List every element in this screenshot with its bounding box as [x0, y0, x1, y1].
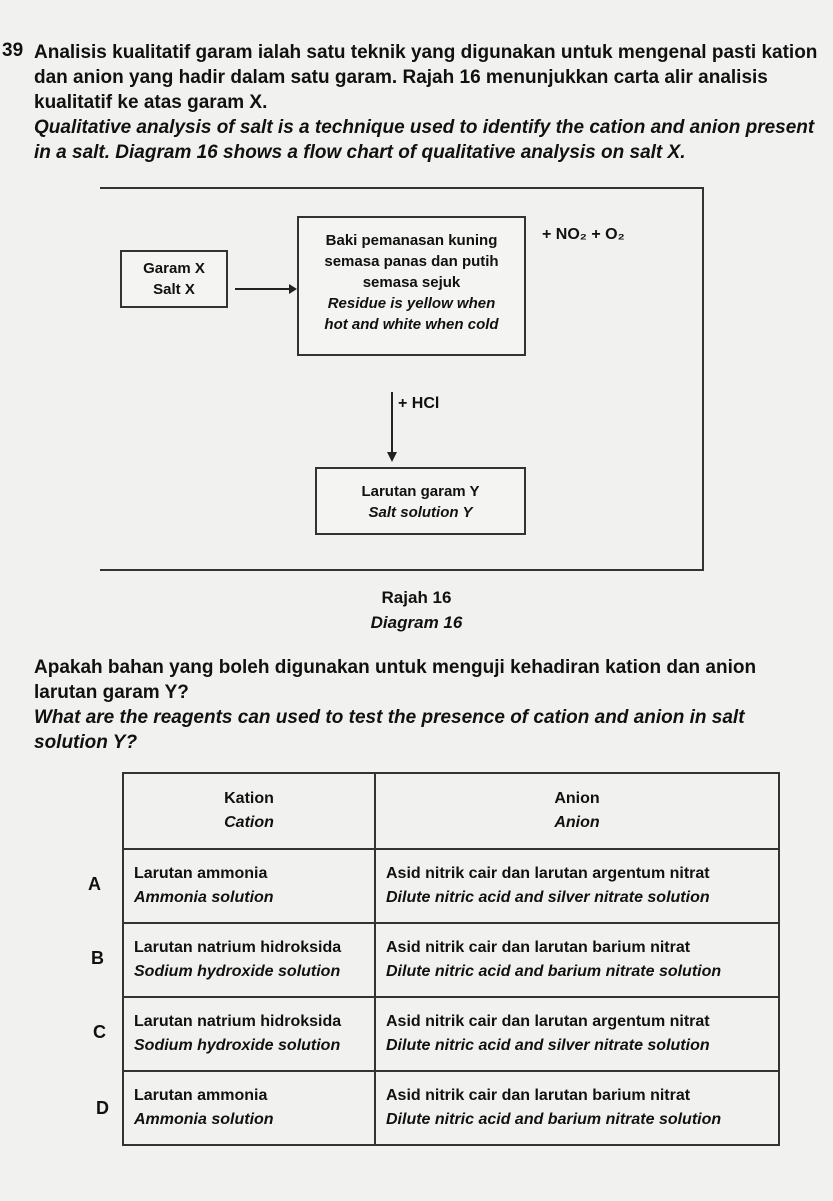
option-row-b[interactable] [123, 923, 779, 997]
option-d-anion-bm: Asid nitrik cair dan larutan barium nitrat [386, 1087, 691, 1104]
option-c-cation-bm: Larutan natrium hidroksida [134, 1013, 342, 1030]
option-letter-a[interactable]: A [88, 874, 101, 894]
option-b-anion-en: Dilute nitric acid and barium nitrate solution [386, 963, 722, 980]
option-a-anion-bm: Asid nitrik cair dan larutan argentum nitrat [386, 865, 710, 882]
option-a-anion [375, 849, 779, 923]
option-row-c[interactable] [123, 997, 779, 1071]
diagram-caption-bm: Rajah 16 [381, 588, 452, 607]
stem-en-1: Qualitative analysis of salt is a technique used to identify the cation and anion present [34, 117, 815, 138]
option-row-a[interactable] [123, 849, 779, 923]
option-d-anion-en: Dilute nitric acid and barium nitrate solution [386, 1111, 722, 1128]
option-d-anion [375, 1071, 779, 1145]
prompt-bm-1: Apakah bahan yang boleh digunakan untuk menguji kehadiran kation dan anion [34, 657, 757, 678]
hcl-arrow [385, 392, 399, 464]
option-letter-c[interactable]: C [93, 1022, 106, 1042]
option-b-cation [123, 923, 375, 997]
option-c-anion-en: Dilute nitric acid and silver nitrate solution [386, 1037, 710, 1054]
heat-arrow [235, 282, 297, 296]
stem-bm-1: Analisis kualitatif garam ialah satu teknik yang digunakan untuk mengenal pasti kation [34, 42, 818, 63]
table-header-row [123, 773, 779, 849]
option-a-anion-en: Dilute nitric acid and silver nitrate solution [386, 889, 710, 906]
option-d-cation-en: Ammonia solution [134, 1111, 274, 1128]
option-d-cation-bm: Larutan ammonia [134, 1087, 268, 1104]
cation-header-bm: Kation [224, 790, 274, 807]
option-c-cation [123, 997, 375, 1071]
option-b-cation-bm: Larutan natrium hidroksida [134, 939, 342, 956]
option-a-cation-bm: Larutan ammonia [134, 865, 268, 882]
cation-header-en: Cation [224, 814, 274, 831]
prompt-en-1: What are the reagents can used to test the presence of cation and anion in salt [34, 707, 745, 728]
solution-y-label-bm: Larutan garam Y [361, 483, 480, 500]
hcl-reagent-label: + HCl [398, 395, 440, 412]
residue-bm-2: semasa panas dan putih [324, 253, 499, 270]
stem-bm-3: kualitatif ke atas garam X. [34, 92, 268, 113]
option-b-anion-bm: Asid nitrik cair dan larutan barium nitrat [386, 939, 691, 956]
option-d-cation [123, 1071, 375, 1145]
residue-bm-3: semasa sejuk [362, 274, 461, 291]
salt-x-box [120, 250, 228, 308]
anion-header-bm: Anion [554, 790, 600, 807]
salt-x-label-en: Salt X [153, 281, 195, 298]
gases-evolved: + NO₂ + O₂ [542, 226, 625, 243]
option-letter-b[interactable]: B [91, 948, 104, 968]
question-number: 39 [2, 40, 24, 61]
option-c-anion [375, 997, 779, 1071]
residue-box [297, 216, 526, 356]
option-a-cation [123, 849, 375, 923]
prompt-bm-2: larutan garam Y? [34, 682, 189, 703]
option-c-cation-en: Sodium hydroxide solution [134, 1037, 341, 1054]
salt-x-label-bm: Garam X [143, 260, 205, 277]
option-row-d[interactable] [123, 1071, 779, 1145]
stem-bm-2: dan anion yang hadir dalam satu garam. Rajah 16 menunjukkan carta alir analisis [34, 67, 768, 88]
option-b-cation-en: Sodium hydroxide solution [134, 963, 341, 980]
solution-y-label-en: Salt solution Y [368, 504, 473, 521]
option-letter-d[interactable]: D [96, 1098, 109, 1118]
cation-column-header [123, 773, 375, 849]
residue-en-1: Residue is yellow when [327, 295, 496, 312]
option-c-anion-bm: Asid nitrik cair dan larutan argentum nitrat [386, 1013, 710, 1030]
salt-solution-y-box [315, 467, 526, 535]
stem-en-2: in a salt. Diagram 16 shows a flow chart of qualitative analysis on salt X. [34, 142, 686, 163]
answer-options-table [122, 772, 780, 1146]
option-b-anion [375, 923, 779, 997]
residue-en-2: hot and white when cold [324, 316, 499, 333]
diagram-caption-en: Diagram 16 [370, 613, 463, 632]
anion-column-header [375, 773, 779, 849]
anion-header-en: Anion [554, 814, 600, 831]
option-a-cation-en: Ammonia solution [134, 889, 274, 906]
prompt-en-2: solution Y? [34, 732, 138, 753]
residue-bm-1: Baki pemanasan kuning [325, 232, 498, 249]
